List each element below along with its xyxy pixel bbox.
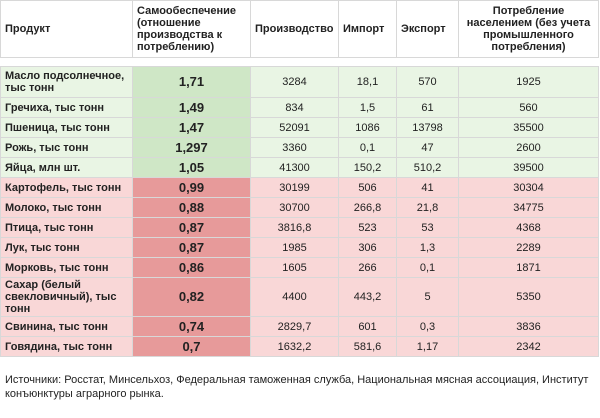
- product-name-cell: Говядина, тыс тонн: [1, 337, 133, 357]
- sources-note: Источники: Росстат, Минсельхоз, Федеральная таможенная служба, Национальная мясная ассоциация, Институт конъюнктуры аграрного рынка.: [5, 374, 589, 400]
- production-cell: 30700: [251, 198, 339, 218]
- table-row: [1, 198, 599, 218]
- consumption-cell: 3836: [459, 317, 599, 337]
- export-cell: 61: [397, 98, 459, 118]
- product-name-cell: Гречиха, тыс тонн: [1, 98, 133, 118]
- product-name-cell: Яйца, млн шт.: [1, 158, 133, 178]
- consumption-cell: 560: [459, 98, 599, 118]
- self-sufficiency-cell: 0,74: [133, 317, 251, 337]
- export-cell: 1,17: [397, 337, 459, 357]
- table-row: [1, 118, 599, 138]
- production-cell: 2829,7: [251, 317, 339, 337]
- import-cell: 601: [339, 317, 397, 337]
- product-name-cell: Свинина, тыс тонн: [1, 317, 133, 337]
- self-sufficiency-cell: 0,87: [133, 238, 251, 258]
- table-row: [1, 337, 599, 357]
- import-cell: 0,1: [339, 138, 397, 158]
- header-product: Продукт: [1, 1, 133, 58]
- production-cell: 41300: [251, 158, 339, 178]
- production-cell: 834: [251, 98, 339, 118]
- self-sufficiency-cell: 0,7: [133, 337, 251, 357]
- table-row: [1, 317, 599, 337]
- consumption-cell: 5350: [459, 278, 599, 317]
- consumption-cell: 2342: [459, 337, 599, 357]
- header-production: Производство: [251, 1, 339, 58]
- consumption-cell: 2289: [459, 238, 599, 258]
- product-name-cell: Молоко, тыс тонн: [1, 198, 133, 218]
- self-sufficiency-cell: 0,99: [133, 178, 251, 198]
- self-sufficiency-cell: 0,86: [133, 258, 251, 278]
- import-cell: 581,6: [339, 337, 397, 357]
- table-row: [1, 138, 599, 158]
- consumption-cell: 1871: [459, 258, 599, 278]
- import-cell: 266,8: [339, 198, 397, 218]
- import-cell: 1086: [339, 118, 397, 138]
- consumption-cell: 1925: [459, 67, 599, 98]
- export-cell: 13798: [397, 118, 459, 138]
- product-name-cell: Пшеница, тыс тонн: [1, 118, 133, 138]
- production-cell: 1985: [251, 238, 339, 258]
- self-sufficiency-cell: 0,82: [133, 278, 251, 317]
- table-row: [1, 67, 599, 98]
- import-cell: 266: [339, 258, 397, 278]
- import-cell: 443,2: [339, 278, 397, 317]
- export-cell: 0,1: [397, 258, 459, 278]
- self-sufficiency-cell: 1,47: [133, 118, 251, 138]
- consumption-cell: 4368: [459, 218, 599, 238]
- consumption-cell: 35500: [459, 118, 599, 138]
- production-cell: 30199: [251, 178, 339, 198]
- export-cell: 53: [397, 218, 459, 238]
- table-body: [1, 58, 599, 357]
- export-cell: 41: [397, 178, 459, 198]
- header-consumption: Потребление населением (без учета промышленного потребления): [459, 1, 599, 58]
- table-row: [1, 158, 599, 178]
- header-import: Импорт: [339, 1, 397, 58]
- self-sufficiency-cell: 1,297: [133, 138, 251, 158]
- product-name-cell: Масло подсолнечное, тыс тонн: [1, 67, 133, 98]
- consumption-cell: 30304: [459, 178, 599, 198]
- table-header: [1, 1, 599, 58]
- self-sufficiency-cell: 1,71: [133, 67, 251, 98]
- table-row: [1, 238, 599, 258]
- self-sufficiency-cell: 0,87: [133, 218, 251, 238]
- export-cell: 1,3: [397, 238, 459, 258]
- table-row: [1, 178, 599, 198]
- consumption-cell: 2600: [459, 138, 599, 158]
- self-sufficiency-cell: 0,88: [133, 198, 251, 218]
- production-cell: 3816,8: [251, 218, 339, 238]
- import-cell: 506: [339, 178, 397, 198]
- product-name-cell: Лук, тыс тонн: [1, 238, 133, 258]
- consumption-cell: 34775: [459, 198, 599, 218]
- header-export: Экспорт: [397, 1, 459, 58]
- import-cell: 306: [339, 238, 397, 258]
- product-name-cell: Морковь, тыс тонн: [1, 258, 133, 278]
- production-cell: 4400: [251, 278, 339, 317]
- production-cell: 3360: [251, 138, 339, 158]
- table-row: [1, 98, 599, 118]
- self-sufficiency-cell: 1,49: [133, 98, 251, 118]
- import-cell: 150,2: [339, 158, 397, 178]
- production-cell: 1632,2: [251, 337, 339, 357]
- export-cell: 510,2: [397, 158, 459, 178]
- export-cell: 5: [397, 278, 459, 317]
- production-cell: 1605: [251, 258, 339, 278]
- header-self-sufficiency: Самообеспечение (отношение производства к потреблению): [133, 1, 251, 58]
- production-cell: 52091: [251, 118, 339, 138]
- export-cell: 21,8: [397, 198, 459, 218]
- product-name-cell: Рожь, тыс тонн: [1, 138, 133, 158]
- consumption-cell: 39500: [459, 158, 599, 178]
- table-row: [1, 278, 599, 317]
- product-name-cell: Птица, тыс тонн: [1, 218, 133, 238]
- product-name-cell: Картофель, тыс тонн: [1, 178, 133, 198]
- production-cell: 3284: [251, 67, 339, 98]
- export-cell: 0,3: [397, 317, 459, 337]
- table-row: [1, 258, 599, 278]
- header-spacer: [1, 58, 599, 67]
- self-sufficiency-cell: 1,05: [133, 158, 251, 178]
- table-row: [1, 218, 599, 238]
- product-name-cell: Сахар (белый свекловичный), тыс тонн: [1, 278, 133, 317]
- import-cell: 1,5: [339, 98, 397, 118]
- export-cell: 47: [397, 138, 459, 158]
- spacer-cell: [1, 58, 599, 67]
- import-cell: 523: [339, 218, 397, 238]
- import-cell: 18,1: [339, 67, 397, 98]
- export-cell: 570: [397, 67, 459, 98]
